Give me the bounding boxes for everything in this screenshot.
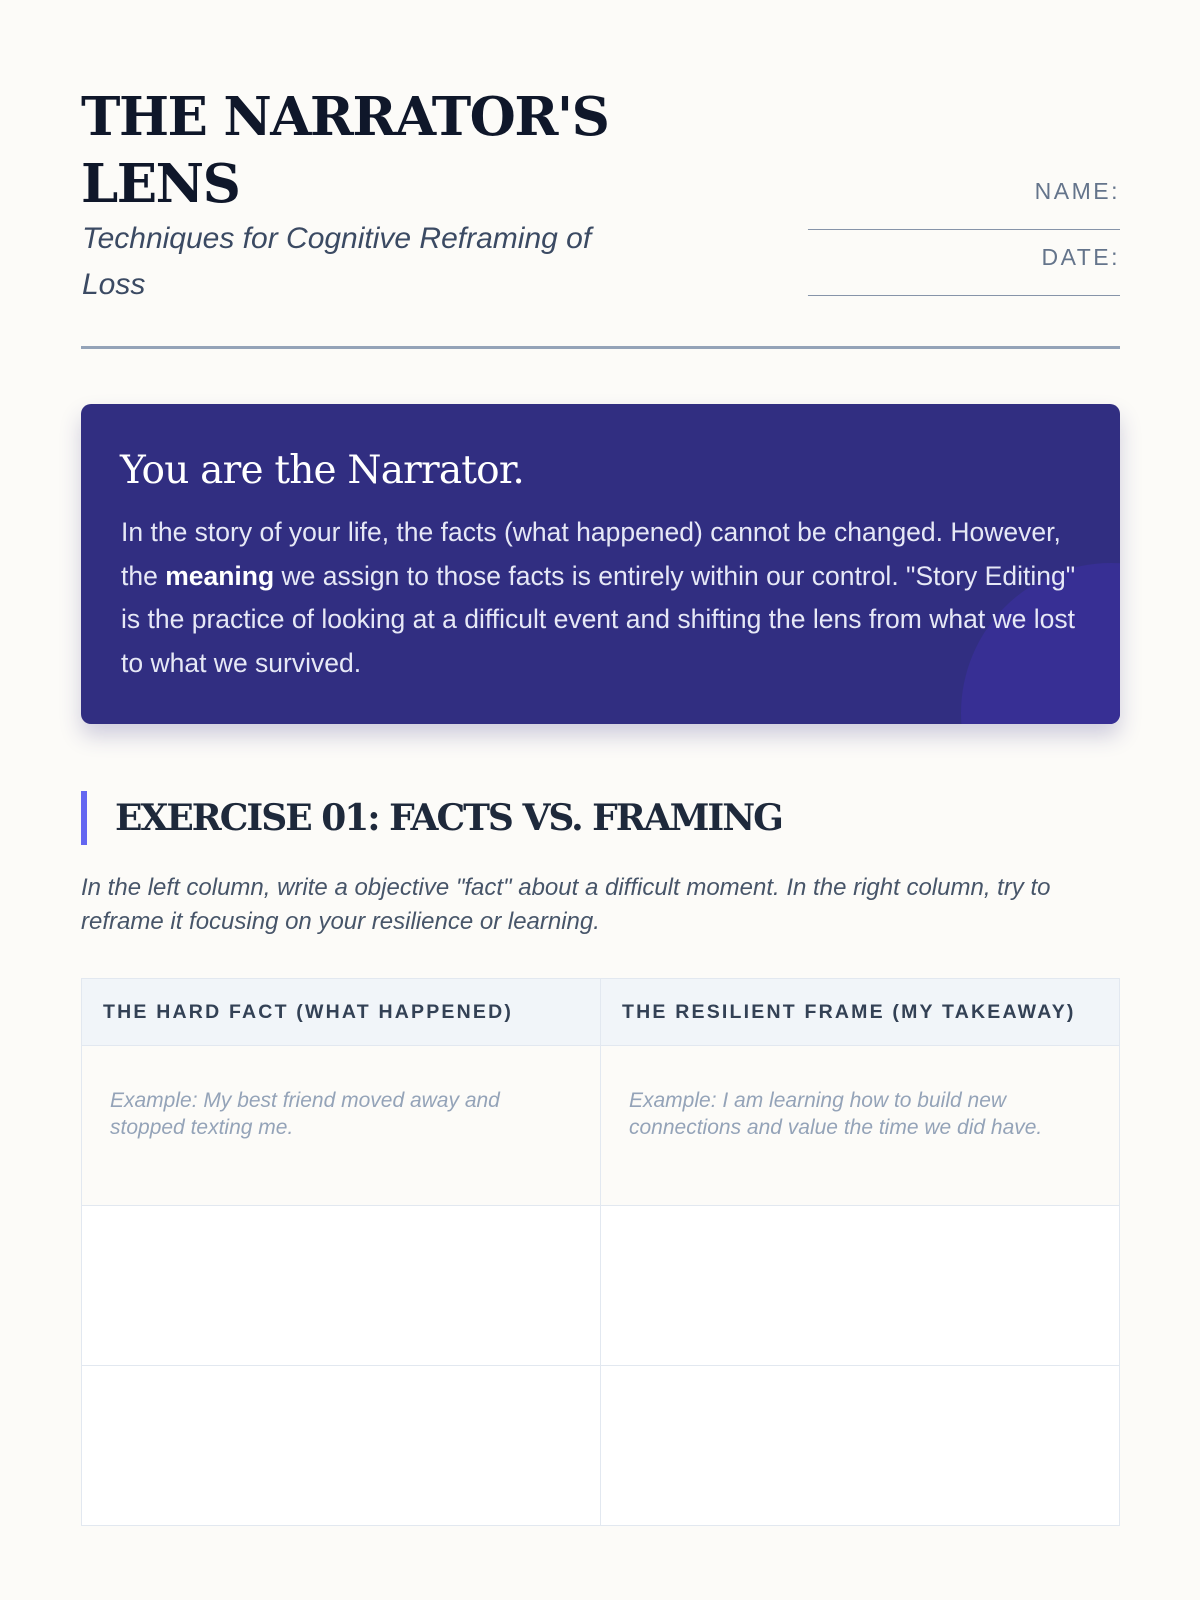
hard-fact-entry: [82, 1366, 600, 1407]
intro-body-emphasis: meaning: [165, 560, 275, 591]
intro-body-text: In the story of your life, the facts (what happened) cannot be changed. However, the: [121, 517, 1061, 591]
name-date-fields: [720, 171, 1120, 303]
resilient-frame-cell[interactable]: [601, 1046, 1120, 1206]
worksheet-header: [81, 0, 1120, 350]
column-header-hard-fact: THE HARD FACT (WHAT HAPPENED): [82, 979, 601, 1046]
resilient-frame-example: Example: I am learning how to build new connections and value the time we did have.: [629, 1089, 1043, 1139]
table-header-row: [82, 979, 1120, 1046]
exercise-instructions: In the left column, write a objective "fact" about a difficult moment. In the right column, try to reframe it focusing on your resilience or learning.: [81, 874, 1051, 935]
intro-body-text-continued: we assign to those facts is entirely within our control. "Story Editing" is the practice of looking at a difficult event and shifting the lens from what we lost to what we survived.: [121, 560, 1076, 678]
date-label: DATE:: [1041, 244, 1120, 270]
table-row: [82, 1206, 1120, 1366]
hard-fact-cell[interactable]: [82, 1206, 601, 1366]
hard-fact-cell[interactable]: [82, 1366, 601, 1526]
resilient-frame-cell[interactable]: [601, 1206, 1120, 1366]
date-field[interactable]: __________________________: [807, 278, 1120, 301]
page-subtitle: Techniques for Cognitive Reframing of Loss: [82, 222, 592, 301]
header-divider: [81, 346, 1120, 349]
exercise-heading: [81, 791, 1120, 845]
worksheet-page: [81, 0, 1120, 1139]
hard-fact-entry: [82, 1206, 600, 1247]
resilient-frame-entry: [601, 1206, 1119, 1247]
resilient-frame-cell[interactable]: [601, 1366, 1120, 1526]
resilient-frame-entry: [601, 1366, 1119, 1407]
intro-card-title: You are the Narrator.: [120, 448, 525, 493]
facts-framing-table: [81, 978, 1120, 1526]
name-field[interactable]: __________________________: [807, 212, 1120, 235]
exercise-accent-bar: [81, 791, 87, 845]
column-header-resilient-frame: THE RESILIENT FRAME (MY TAKEAWAY): [601, 979, 1120, 1046]
exercise-title: EXERCISE 01: FACTS VS. FRAMING: [115, 797, 782, 839]
table-row-example: [82, 1046, 1120, 1206]
narrator-intro-card: [81, 404, 1120, 724]
intro-card-body: [121, 511, 1096, 685]
hard-fact-cell[interactable]: [82, 1046, 601, 1206]
table-row: [82, 1366, 1120, 1526]
name-label: NAME:: [1034, 178, 1120, 204]
page-title: THE NARRATOR'S LENS: [81, 86, 609, 215]
hard-fact-example: Example: My best friend moved away and stopped texting me.: [110, 1089, 500, 1139]
